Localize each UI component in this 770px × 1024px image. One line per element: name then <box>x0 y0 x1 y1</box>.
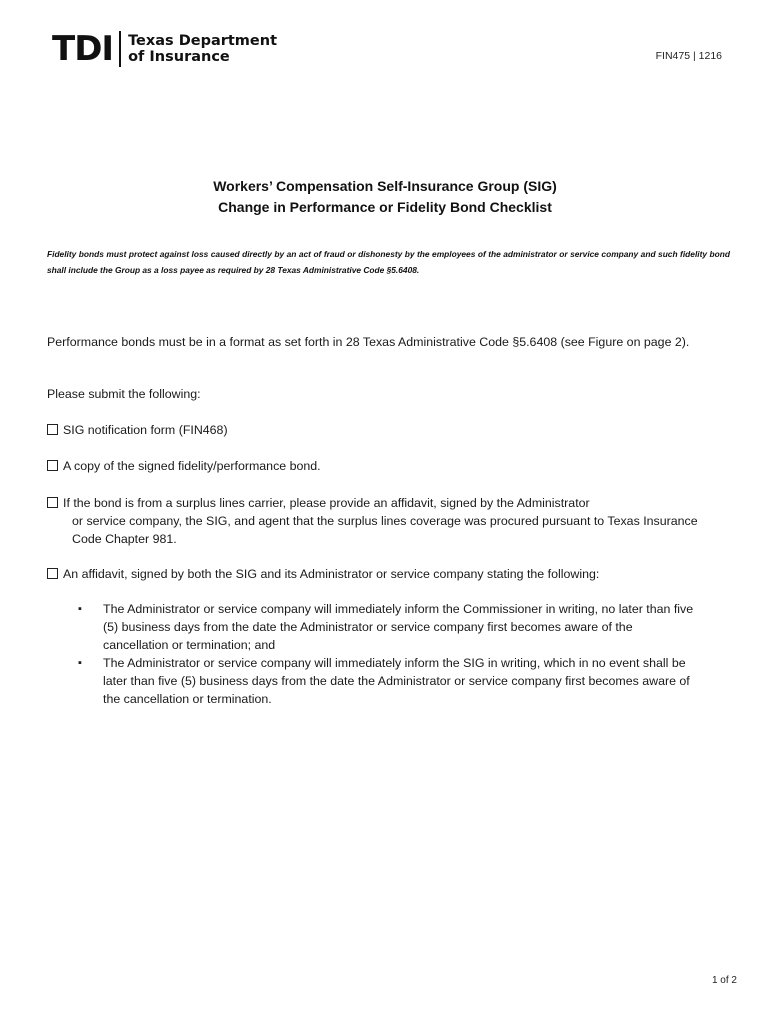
checkbox-icon[interactable] <box>47 497 58 508</box>
checklist-item-continuation: or service company, the SIG, and agent that the surplus lines coverage was procured pursuant to Texas Insurance Code Chapter 981. <box>72 514 698 546</box>
checklist-item <box>47 457 730 475</box>
checkbox-icon[interactable] <box>47 568 58 579</box>
checklist-item <box>47 494 730 548</box>
page-number: 1 of 2 <box>711 975 737 986</box>
bullet-icon: ▪ <box>78 657 82 669</box>
form-code: FIN475 | 1216 <box>655 50 722 62</box>
checklist-item-text: SIG notification form (FIN468) <box>63 423 228 437</box>
list-item <box>78 600 698 654</box>
checklist-item-text: A copy of the signed fidelity/performance bond. <box>63 459 321 473</box>
logo-divider <box>119 31 121 67</box>
fidelity-bond-intro: Fidelity bonds must protect against loss caused directly by an act of fraud or dishonesty by the employees of the administrator or service company and such fidelity bond shall include the Group as a loss payee as required by 28 Texas Administrative Code §5.6408. <box>47 249 730 275</box>
checklist-item <box>47 565 730 583</box>
checklist-item-text: If the bond is from a surplus lines carrier, please provide an affidavit, signed by the Administrator <box>63 496 590 510</box>
title-line1: Workers’ Compensation Self-Insurance Group (SIG) <box>213 178 557 194</box>
checkbox-icon[interactable] <box>47 424 58 435</box>
list-item <box>78 654 698 708</box>
logo-mark: TDI <box>52 29 114 69</box>
bullet-icon: ▪ <box>78 603 82 615</box>
title-line2: Change in Performance or Fidelity Bond Checklist <box>218 199 552 215</box>
tdi-logo <box>52 31 277 67</box>
document-title <box>0 176 770 218</box>
bullet-text: The Administrator or service company will immediately inform the SIG in writing, which in no event shall be later than five (5) business days from the date the Administrator or service company first becomes aware of the cancellation or termination. <box>103 656 690 706</box>
logo-name-line1: Texas Department <box>128 33 278 49</box>
logo-name-line2: of Insurance <box>128 49 230 65</box>
bullet-text: The Administrator or service company will immediately inform the Commissioner in writing, no later than five (5) business days from the date the Administrator or service company first becomes aware of the cancellation or termination; and <box>103 602 694 652</box>
checklist-item <box>47 421 730 439</box>
performance-bond-paragraph: Performance bonds must be in a format as set forth in 28 Texas Administrative Code §5.6408 (see Figure on page 2). <box>47 335 690 349</box>
checklist-item-text: An affidavit, signed by both the SIG and its Administrator or service company stating the following: <box>63 567 600 581</box>
submit-intro: Please submit the following: <box>47 387 201 401</box>
affidavit-bullet-list <box>78 600 698 708</box>
logo-name <box>128 33 277 65</box>
checkbox-icon[interactable] <box>47 460 58 471</box>
